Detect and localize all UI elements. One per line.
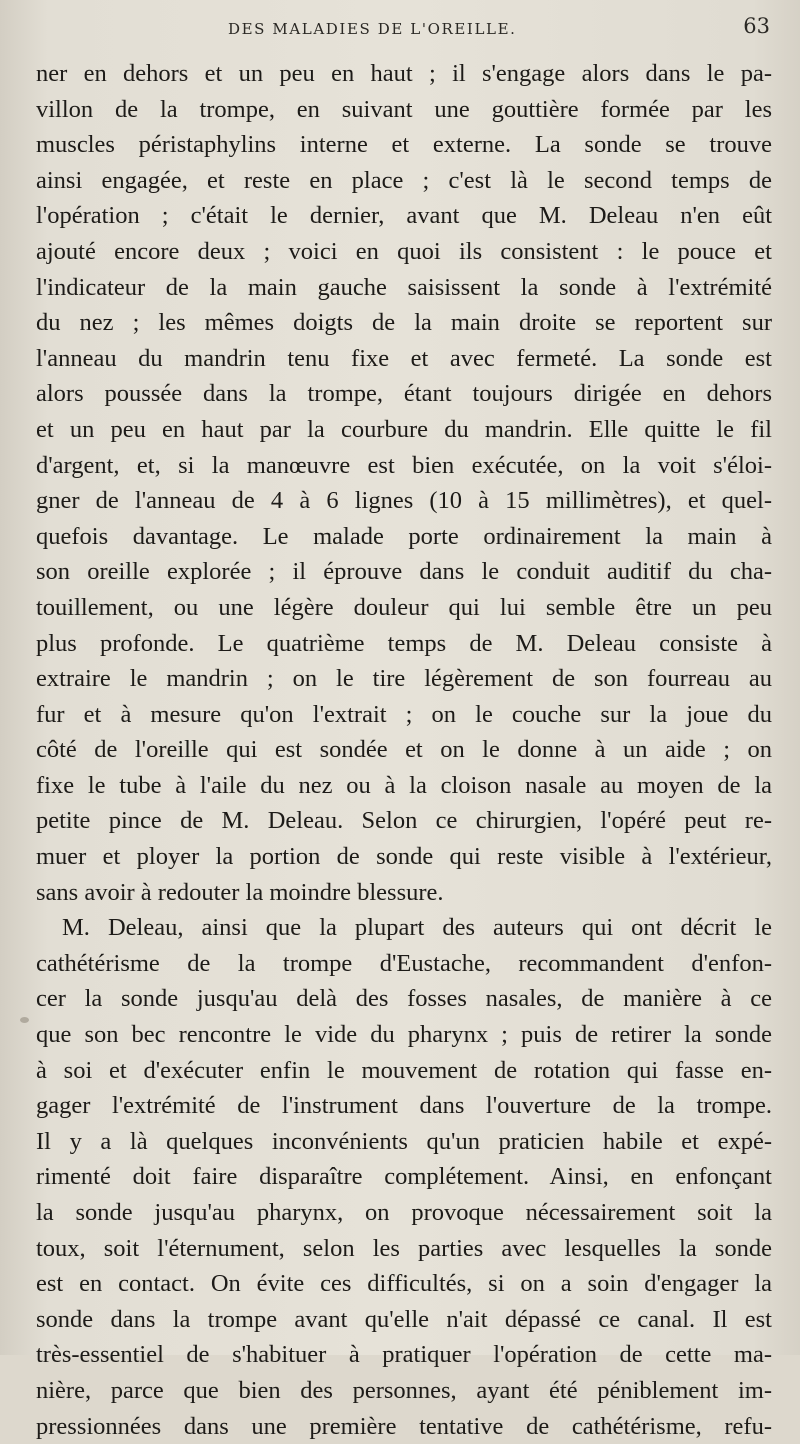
text-line: que son bec rencontre le vide du pharynx ; puis de retirer la sonde (36, 1021, 772, 1049)
paper-smudge (20, 1017, 29, 1023)
text-line: l'anneau du mandrin tenu fixe et avec fermeté. La sonde est (36, 344, 772, 372)
text-line: ner en dehors et un peu en haut ; il s'engage alors dans le pa- (36, 60, 772, 87)
text-line: ainsi engagée, et reste en place ; c'est là le second temps de (36, 166, 772, 194)
text-line: sonde dans la trompe avant qu'elle n'ait dépassé ce canal. Il est (36, 1305, 772, 1333)
text-line: est en contact. On évite ces difficultés, si on a soin d'engager la (36, 1270, 772, 1298)
paragraph-1 (0, 56, 800, 910)
text-line: toux, soit l'éternument, selon les parties avec lesquelles la sonde (36, 1234, 772, 1262)
text-line: du nez ; les mêmes doigts de la main droite se reportent sur (36, 309, 772, 337)
text-line: la sonde jusqu'au pharynx, on provoque nécessairement soit la (36, 1199, 772, 1226)
text-line: très-essentiel de s'habituer à pratiquer l'opération de cette ma- (36, 1341, 772, 1369)
page-number: 63 (743, 14, 770, 38)
text-line: gager l'extrémité de l'instrument dans l'ouverture de la trompe. (36, 1092, 772, 1120)
text-line: d'argent, et, si la manœuvre est bien exécutée, on la voit s'éloi- (36, 451, 772, 479)
text-line: son oreille explorée ; il éprouve dans le conduit auditif du cha- (36, 558, 772, 586)
text-line: muer et ployer la portion de sonde qui reste visible à l'extérieur, (36, 843, 772, 871)
text-line: muscles péristaphylins interne et externe. La sonde se trouve (36, 131, 772, 159)
text-line: cathétérisme de la trompe d'Eustache, recommandent d'enfon- (36, 949, 772, 977)
text-line: touillement, ou une légère douleur qui lui semble être un peu (36, 593, 772, 621)
running-head (0, 14, 800, 44)
text-line: extraire le mandrin ; on le tire légèrement de son fourreau au (36, 665, 772, 693)
text-line: rimenté doit faire disparaître complétement. Ainsi, en enfonçant (36, 1163, 772, 1191)
text-line: Il y a là quelques inconvénients qu'un praticien habile et expé- (36, 1127, 772, 1155)
text-line: fur et à mesure qu'on l'extrait ; on le couche sur la joue du (36, 700, 772, 728)
text-line: villon de la trompe, en suivant une gouttière formée par les (36, 95, 772, 123)
text-line: M. Deleau, ainsi que la plupart des auteurs qui ont décrit le (62, 914, 772, 942)
text-line: alors poussée dans la trompe, étant toujours dirigée en dehors (36, 380, 772, 408)
text-line: pressionnées dans une première tentative de cathétérisme, refu- (36, 1412, 772, 1440)
text-line: ajouté encore deux ; voici en quoi ils consistent : le pouce et (36, 237, 772, 265)
body-text (0, 56, 800, 1444)
text-line: à soi et d'exécuter enfin le mouvement de rotation qui fasse en- (36, 1056, 772, 1084)
text-line: gner de l'anneau de 4 à 6 lignes (10 à 15 millimètres), et quel- (36, 487, 772, 515)
text-line: sans avoir à redouter la moindre blessure. (36, 878, 444, 906)
text-line: quefois davantage. Le malade porte ordinairement la main à (36, 522, 772, 550)
text-line: fixe le tube à l'aile du nez ou à la cloison nasale au moyen de la (36, 771, 772, 799)
text-line: et un peu en haut par la courbure du mandrin. Elle quitte le fil (36, 415, 772, 443)
paragraph-2 (0, 910, 800, 1444)
text-line: nière, parce que bien des personnes, ayant été péniblement im- (36, 1376, 772, 1404)
text-line: petite pince de M. Deleau. Selon ce chirurgien, l'opéré peut re- (36, 807, 772, 835)
text-line: l'opération ; c'était le dernier, avant que M. Deleau n'en eût (36, 202, 772, 230)
text-line: plus profonde. Le quatrième temps de M. Deleau consiste à (36, 629, 772, 657)
text-line: l'indicateur de la main gauche saisissent la sonde à l'extrémité (36, 273, 772, 301)
running-head-title: DES MALADIES DE L'OREILLE. (228, 20, 517, 38)
text-line: cer la sonde jusqu'au delà des fosses nasales, de manière à ce (36, 985, 772, 1013)
text-line: côté de l'oreille qui est sondée et on le donne à un aide ; on (36, 736, 772, 764)
